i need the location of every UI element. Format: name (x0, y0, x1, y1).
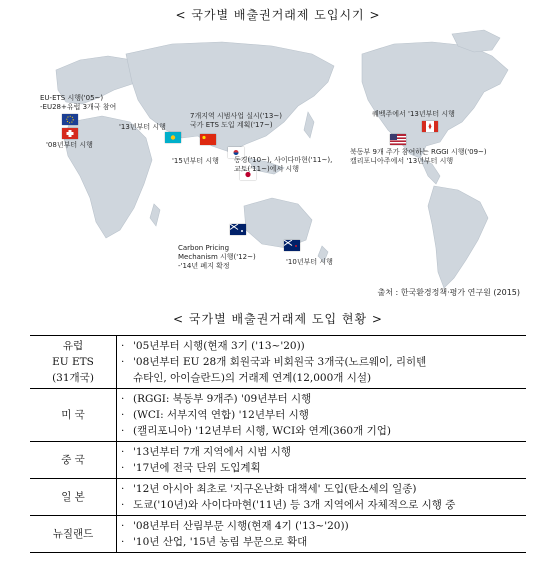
ets-status-table-body (30, 336, 526, 553)
country-label: 일 본 (61, 491, 85, 503)
world-map (22, 26, 534, 302)
china-flag-icon (200, 134, 216, 145)
description-line (121, 444, 522, 460)
country-cell (30, 336, 117, 389)
canada-flag-icon (422, 121, 438, 132)
table-row (30, 479, 526, 516)
country-label: 중 국 (61, 454, 85, 466)
bullet-icon: · (121, 536, 125, 548)
eu-flag-icon (62, 114, 78, 125)
description-text: '10년 산업, '15년 농림 부문으로 확대 (133, 536, 308, 548)
bullet-icon: · (121, 520, 125, 532)
description-cell (117, 516, 527, 553)
country-label: (31개국) (52, 372, 94, 384)
map-source: 출처 : 한국환경정책·평가 연구원 (2015) (377, 288, 520, 297)
description-text: '05년부터 시행(현재 3기 ('13~'20)) (133, 340, 305, 352)
description-line (121, 481, 522, 497)
country-cell (30, 479, 117, 516)
bullet-icon: · (121, 483, 125, 495)
country-label: 유럽 (62, 340, 84, 352)
description-line (121, 518, 522, 534)
country-cell (30, 389, 117, 442)
description-text: (WCI: 서부지역 연합) '12년부터 시행 (133, 409, 309, 421)
description-cell (117, 336, 527, 389)
description-text: '12년 아시아 최초로 '지구온난화 대책세' 도입(탄소세의 일종) (133, 483, 417, 495)
new-zealand-flag-icon (284, 240, 300, 251)
description-line (121, 391, 522, 407)
asia-landmass (126, 42, 334, 152)
map-title: < 국가별 배출권거래제 도입시기 > (175, 8, 381, 22)
japan-landmass (304, 112, 314, 138)
bullet-icon: · (121, 393, 125, 405)
description-line (121, 497, 522, 513)
description-line (121, 423, 522, 439)
swiss-annotation: '08년부터 시행 (46, 141, 93, 149)
eu-annotation: EU-ETS 시행('05~) -EU28+유럽 3개국 참여 (40, 94, 117, 111)
swiss-flag-icon (62, 128, 78, 139)
description-text: (RGGI: 북동부 9개주) '09년부터 시행 (133, 393, 312, 405)
usa-flag-icon (390, 134, 406, 145)
country-cell (30, 516, 117, 553)
bullet-icon: · (121, 446, 125, 458)
description-text: 슈타인, 아이슬란드)의 거래제 연계(12,000개 시설) (133, 372, 372, 384)
japan-annotation: 동경('10~), 사이다마현('11~), 교토('11~)에서 시행 (234, 156, 333, 173)
description-line (121, 338, 522, 354)
bullet-icon (121, 370, 133, 386)
new-zealand-annotation: '10년부터 시행 (286, 258, 333, 266)
description-line (121, 354, 522, 370)
description-text: '13년부터 7개 지역에서 시범 시행 (133, 446, 291, 458)
australia-annotation: Carbon Pricing Mechanism 시행('12~) -'14년 폐지 확정 (178, 244, 256, 270)
country-cell (30, 442, 117, 479)
description-line (121, 460, 522, 476)
bullet-icon: · (121, 425, 125, 437)
description-line (121, 407, 522, 423)
ets-status-table (30, 335, 526, 553)
usa-annotation: 북동부 9개 주가 참여하는 RGGI 시행('09~) 캘리포니아주에서 '13년부터 시행 (350, 148, 487, 165)
description-cell (117, 479, 527, 516)
description-line (121, 534, 522, 550)
canada-annotation: 퀘벡주에서 '13년부터 시행 (372, 110, 455, 118)
description-text: '08년부터 EU 28개 회원국과 비회원국 3개국(노르웨이, 리히텐 (133, 356, 427, 368)
australia-flag-icon (230, 224, 246, 235)
bullet-icon: · (121, 356, 125, 368)
table-row (30, 516, 526, 553)
kazakhstan-annotation: '13년부터 시행 (119, 123, 166, 131)
kazakhstan-flag-icon (165, 132, 181, 143)
bullet-icon: · (121, 340, 125, 352)
country-label: 미 국 (61, 409, 85, 421)
table-row (30, 336, 526, 389)
korea-annotation: '15년부터 시행 (172, 157, 219, 165)
description-text: (캘리포니아) '12년부터 시행, WCI와 연계(360개 기업) (133, 425, 391, 437)
south-america-landmass (428, 186, 488, 288)
description-line (121, 370, 522, 386)
madagascar-landmass (150, 204, 160, 226)
table-row (30, 389, 526, 442)
north-america-landmass (362, 42, 508, 158)
country-label: EU ETS (52, 356, 94, 368)
description-text: '08년부터 산림부문 시행(현재 4기 ('13~'20)) (133, 520, 349, 532)
description-text: 도쿄('10년)와 사이다마현('11년) 등 3개 지역에서 자체적으로 시행 중 (133, 499, 456, 511)
bullet-icon: · (121, 462, 125, 474)
table-title: < 국가별 배출권거래제 도입 현황 > (173, 312, 383, 326)
description-text: '17년에 전국 단위 도입계획 (133, 462, 261, 474)
table-row (30, 442, 526, 479)
bullet-icon: · (121, 409, 125, 421)
description-cell (117, 389, 527, 442)
country-label: 뉴질랜드 (52, 528, 94, 540)
china-annotation: 7개지역 시범사업 실시('13~) 국가 ETS 도입 계획('17~) (190, 112, 282, 129)
australia-landmass (244, 198, 312, 248)
description-cell (117, 442, 527, 479)
bullet-icon: · (121, 499, 125, 511)
